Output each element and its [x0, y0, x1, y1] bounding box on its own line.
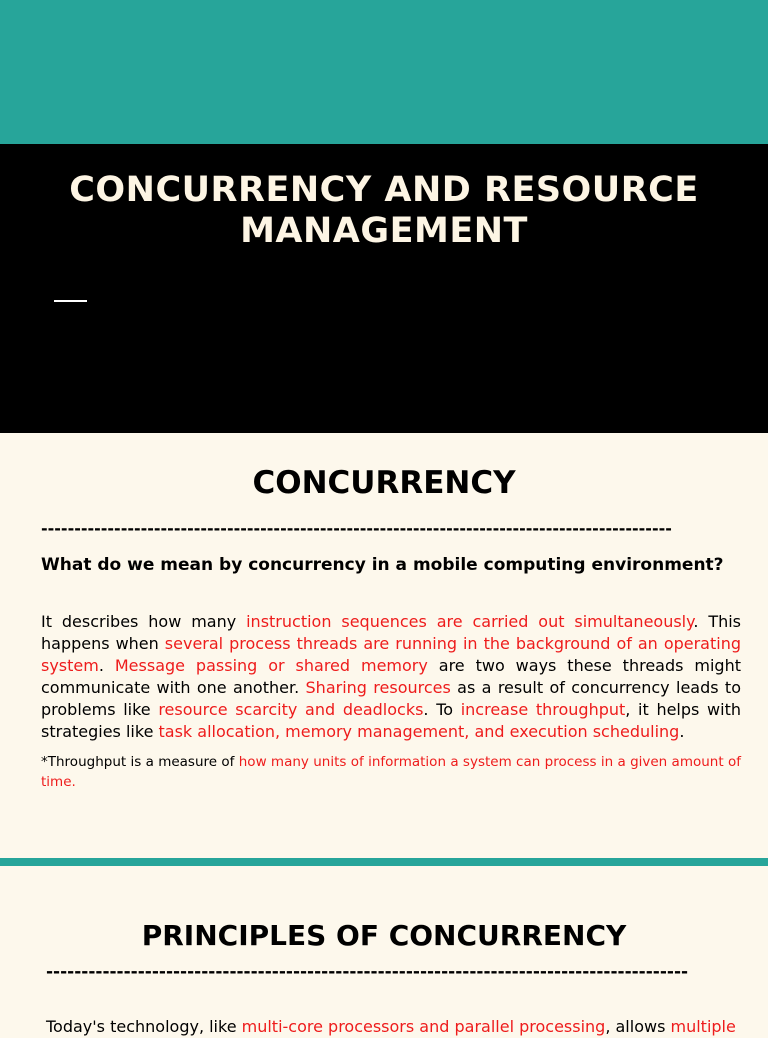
concurrency-paragraph	[41, 611, 741, 743]
title-underline-rule	[54, 300, 87, 302]
paragraph-text: . To	[423, 700, 461, 719]
paragraph-text: are two ways these threads might communicate with one another.	[41, 656, 741, 697]
top-teal-band	[0, 0, 768, 144]
paragraph-highlight: Sharing resources	[305, 678, 451, 697]
concurrency-question: What do we mean by concurrency in a mobile computing environment?	[41, 555, 724, 575]
paragraph-highlight: several process threads are running in the background of an operating system	[41, 634, 742, 675]
note-highlight: how many units of information a system can process in a given amount of time.	[41, 754, 741, 790]
paragraph-highlight: task allocation, memory management, and execution scheduling	[158, 722, 680, 741]
throughput-note	[41, 753, 741, 792]
note-prefix: *Throughput is a measure of	[41, 754, 239, 770]
paragraph-text: . This happens when	[41, 612, 742, 653]
principles-heading: PRINCIPLES OF CONCURRENCY	[141, 919, 627, 952]
paragraph-highlight: resource scarcity and deadlocks	[158, 700, 424, 719]
dashed-divider-2: -------------------------------------------------------------------------------------------	[46, 962, 689, 982]
title-slide	[0, 144, 768, 433]
principles-slide	[0, 866, 768, 1036]
paragraph-highlight: instruction sequences are carried out simultaneously	[246, 612, 694, 631]
concurrency-slide	[0, 433, 768, 858]
paragraph-highlight: increase throughput	[460, 700, 626, 719]
paragraph-text: It describes how many	[41, 612, 247, 631]
paragraph-text: as a result of concurrency leads to problems like	[41, 678, 741, 719]
paragraph-text: .	[98, 656, 115, 675]
principles-text-start: Today's technology, like	[46, 1017, 242, 1036]
paragraph-text: .	[679, 722, 685, 741]
paragraph-highlight: Message passing or shared memory	[114, 656, 428, 675]
principles-highlight-1: multi-core processors and parallel processing	[241, 1017, 606, 1036]
presentation-title: CONCURRENCY AND RESOURCE MANAGEMENT	[69, 170, 699, 251]
principles-highlight-2: multiple	[670, 1017, 736, 1036]
dashed-divider: -----------------------------------------------------------------------------------------------	[41, 519, 672, 538]
principles-paragraph	[46, 1016, 746, 1038]
paragraph-text: , it helps with strategies like	[41, 700, 741, 741]
teal-slide-divider	[0, 858, 768, 866]
principles-text-mid: , allows	[605, 1017, 671, 1036]
concurrency-heading: CONCURRENCY	[252, 465, 516, 501]
